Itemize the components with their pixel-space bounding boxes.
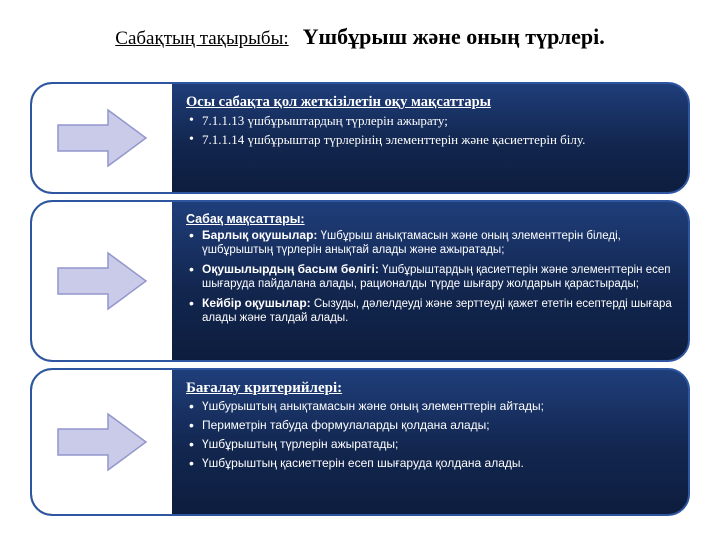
title-label: Сабақтың тақырыбы: (115, 28, 289, 49)
list-item: • Үшбұрыштың түрлерін ажыратады; (186, 437, 672, 452)
lesson-goals-text (172, 202, 688, 360)
objectives-heading: Осы сабақта қол жеткізілетін оқу мақсаттары (186, 94, 491, 110)
list-item: • Периметрін табуда формулаларды қолдана алады; (186, 418, 672, 433)
assessment-criteria-text (172, 370, 688, 514)
arrow-cell (32, 370, 172, 514)
list-item (186, 262, 672, 292)
list-item-lead: Оқушылырдың басым бөлігі: (202, 261, 379, 276)
assessment-criteria-list (186, 399, 672, 471)
list-item-text: Үшбұрыш анықтамасын және оның элементтерін біледі, үшбұрыштың түрлерін анықтай алады және ажыратады; (202, 230, 621, 257)
lesson-goals-block (30, 200, 690, 362)
assessment-criteria-heading: Бағалау критерийлері: (186, 380, 343, 396)
arrow-cell (32, 84, 172, 192)
lesson-goals-list (186, 228, 672, 325)
objectives-text (172, 84, 688, 192)
list-item: • 7.1.1.13 үшбұрыштардың түрлерін ажырату; (186, 113, 672, 129)
title-main: Үшбұрыш және оның түрлері. (302, 24, 605, 49)
arrow-cell (32, 202, 172, 360)
list-item: • Үшбурыштың анықтамасын және оның элементтерін айтады; (186, 399, 672, 414)
list-item: • 7.1.1.14 үшбұрыштар түрлерінің элементтерін және қасиеттерін білу. (186, 132, 672, 148)
list-item-lead: Кейбір оқушылар: (202, 295, 311, 310)
list-item: • Үшбұрыштың қасиеттерін есеп шығаруда қолдана алады. (186, 456, 672, 471)
lesson-goals-heading: Сабақ мақсаттары: (186, 212, 305, 226)
right-arrow-icon (56, 411, 148, 473)
objectives-block (30, 82, 690, 194)
list-item-text: Үшбұрыштардың қасиеттерін және элементтерін есеп шығаруда пайдалана алады, рационалды түрде шығару жолдарын қарастырады; (202, 263, 671, 291)
objectives-list (186, 113, 672, 149)
list-item-lead: Барлық оқушылар: (202, 228, 318, 242)
list-item (186, 228, 672, 258)
right-arrow-icon (56, 250, 148, 312)
assessment-criteria-block (30, 368, 690, 516)
list-item (186, 296, 672, 326)
list-item-text: Сызуды, дәлелдеуді және зерттеуді қажет ететін есептерді шығара алады және талдай алады. (202, 297, 672, 324)
page-title (0, 24, 720, 50)
right-arrow-icon (56, 107, 148, 169)
